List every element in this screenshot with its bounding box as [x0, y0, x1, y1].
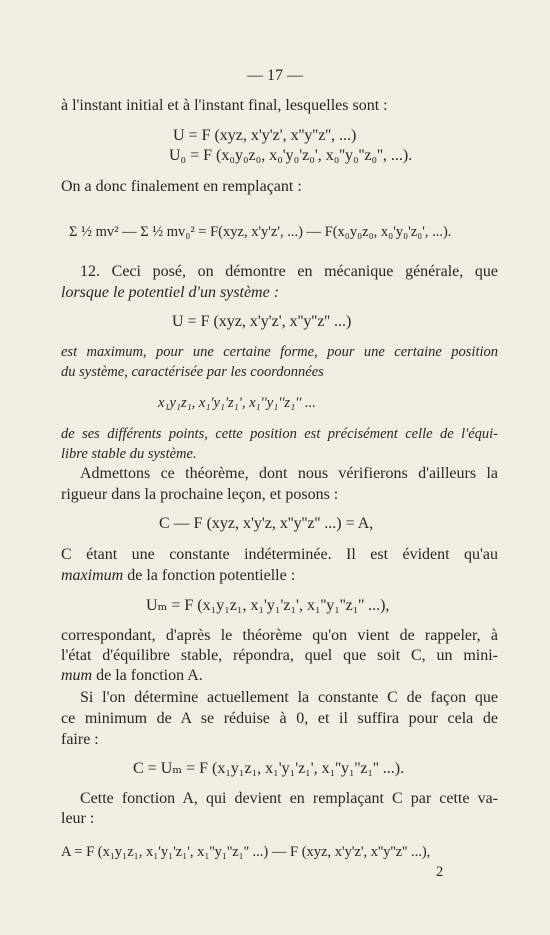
text-line: On a donc finalement en remplaçant :: [61, 178, 302, 195]
text-line: [61, 566, 295, 586]
text-line: Si l'on détermine actuellement la constante C de façon que: [80, 689, 498, 706]
text-line: rigueur dans la prochaine leçon, et posons :: [61, 486, 339, 503]
text-span: de la fonction potentielle :: [123, 567, 296, 584]
text-line: ce minimum de A se réduise à 0, et il suffira pour cela de: [61, 710, 498, 727]
equation-energy: Σ ½ mv² — Σ ½ mv₀² = F(xyz, x'y'z', ...) — F(x₀y₀z₀, x₀'y₀'z₀', ...).: [69, 224, 452, 240]
text-line: à l'instant initial et à l'instant final, lesquelles sont :: [61, 97, 388, 114]
equation-potential: U = F (xyz, x'y'z', x''y''z'' ...): [172, 313, 352, 330]
sheet-signature: 2: [436, 864, 444, 880]
theorem-line: est maximum, pour une certaine forme, pour une certaine position: [61, 344, 498, 360]
text-line: C étant une constante indéterminée. Il est évident qu'au: [61, 546, 498, 563]
text-line: correspondant, d'après le théorème qu'on vient de rappeler, à: [61, 627, 498, 644]
text-line: Cette fonction A, qui devient en remplaçant C par cette va-: [80, 790, 498, 807]
paragraph-12-line2: lorsque le potentiel d'un système :: [61, 284, 280, 301]
emphasis-minimum: mum: [61, 667, 93, 684]
text-span: de la fonction A.: [92, 667, 203, 684]
equation-u: U = F (xyz, x'y'z', x''y''z'', ...): [173, 127, 357, 144]
text-line: leur :: [61, 810, 95, 827]
equation-um: Uₘ = F (x₁y₁z₁, x₁'y₁'z₁', x₁''y₁''z₁'' ...),: [146, 597, 390, 614]
equation-a: C — F (xyz, x'y'z, x''y''z'' ...) = A,: [159, 515, 374, 532]
text-line: [61, 666, 203, 686]
equation-c: C = Uₘ = F (x₁y₁z₁, x₁'y₁'z₁', x₁''y₁''z₁'' ...).: [133, 760, 405, 777]
equation-u0: U₀ = F (x₀y₀z₀, x₀'y₀'z₀', x₀''y₀''z₀'', ...).: [169, 147, 413, 164]
page-number: — 17 —: [247, 67, 303, 84]
equation-a-final: A = F (x₁y₁z₁, x₁'y₁'z₁', x₁''y₁''z₁'' ...) — F (xyz, x'y'z', x''y''z'' ...),: [61, 844, 431, 860]
equation-coordinates: x₁y₁z₁, x₁'y₁'z₁', x₁''y₁''z₁'' ...: [158, 395, 316, 411]
theorem-line: libre stable du système.: [61, 446, 197, 462]
text-line: Admettons ce théorème, dont nous vérifierons d'ailleurs la: [80, 465, 498, 482]
text-line: faire :: [61, 731, 99, 748]
theorem-line: du système, caractérisée par les coordonnées: [61, 364, 324, 380]
paragraph-12-line1: 12. Ceci posé, on démontre en mécanique générale, que: [80, 263, 498, 280]
emphasis-maximum: maximum: [61, 567, 124, 584]
text-line: l'état d'équilibre stable, répondra, quel que soit C, un mini-: [61, 647, 498, 664]
theorem-line: de ses différents points, cette position est précisément celle de l'équi-: [61, 426, 498, 442]
